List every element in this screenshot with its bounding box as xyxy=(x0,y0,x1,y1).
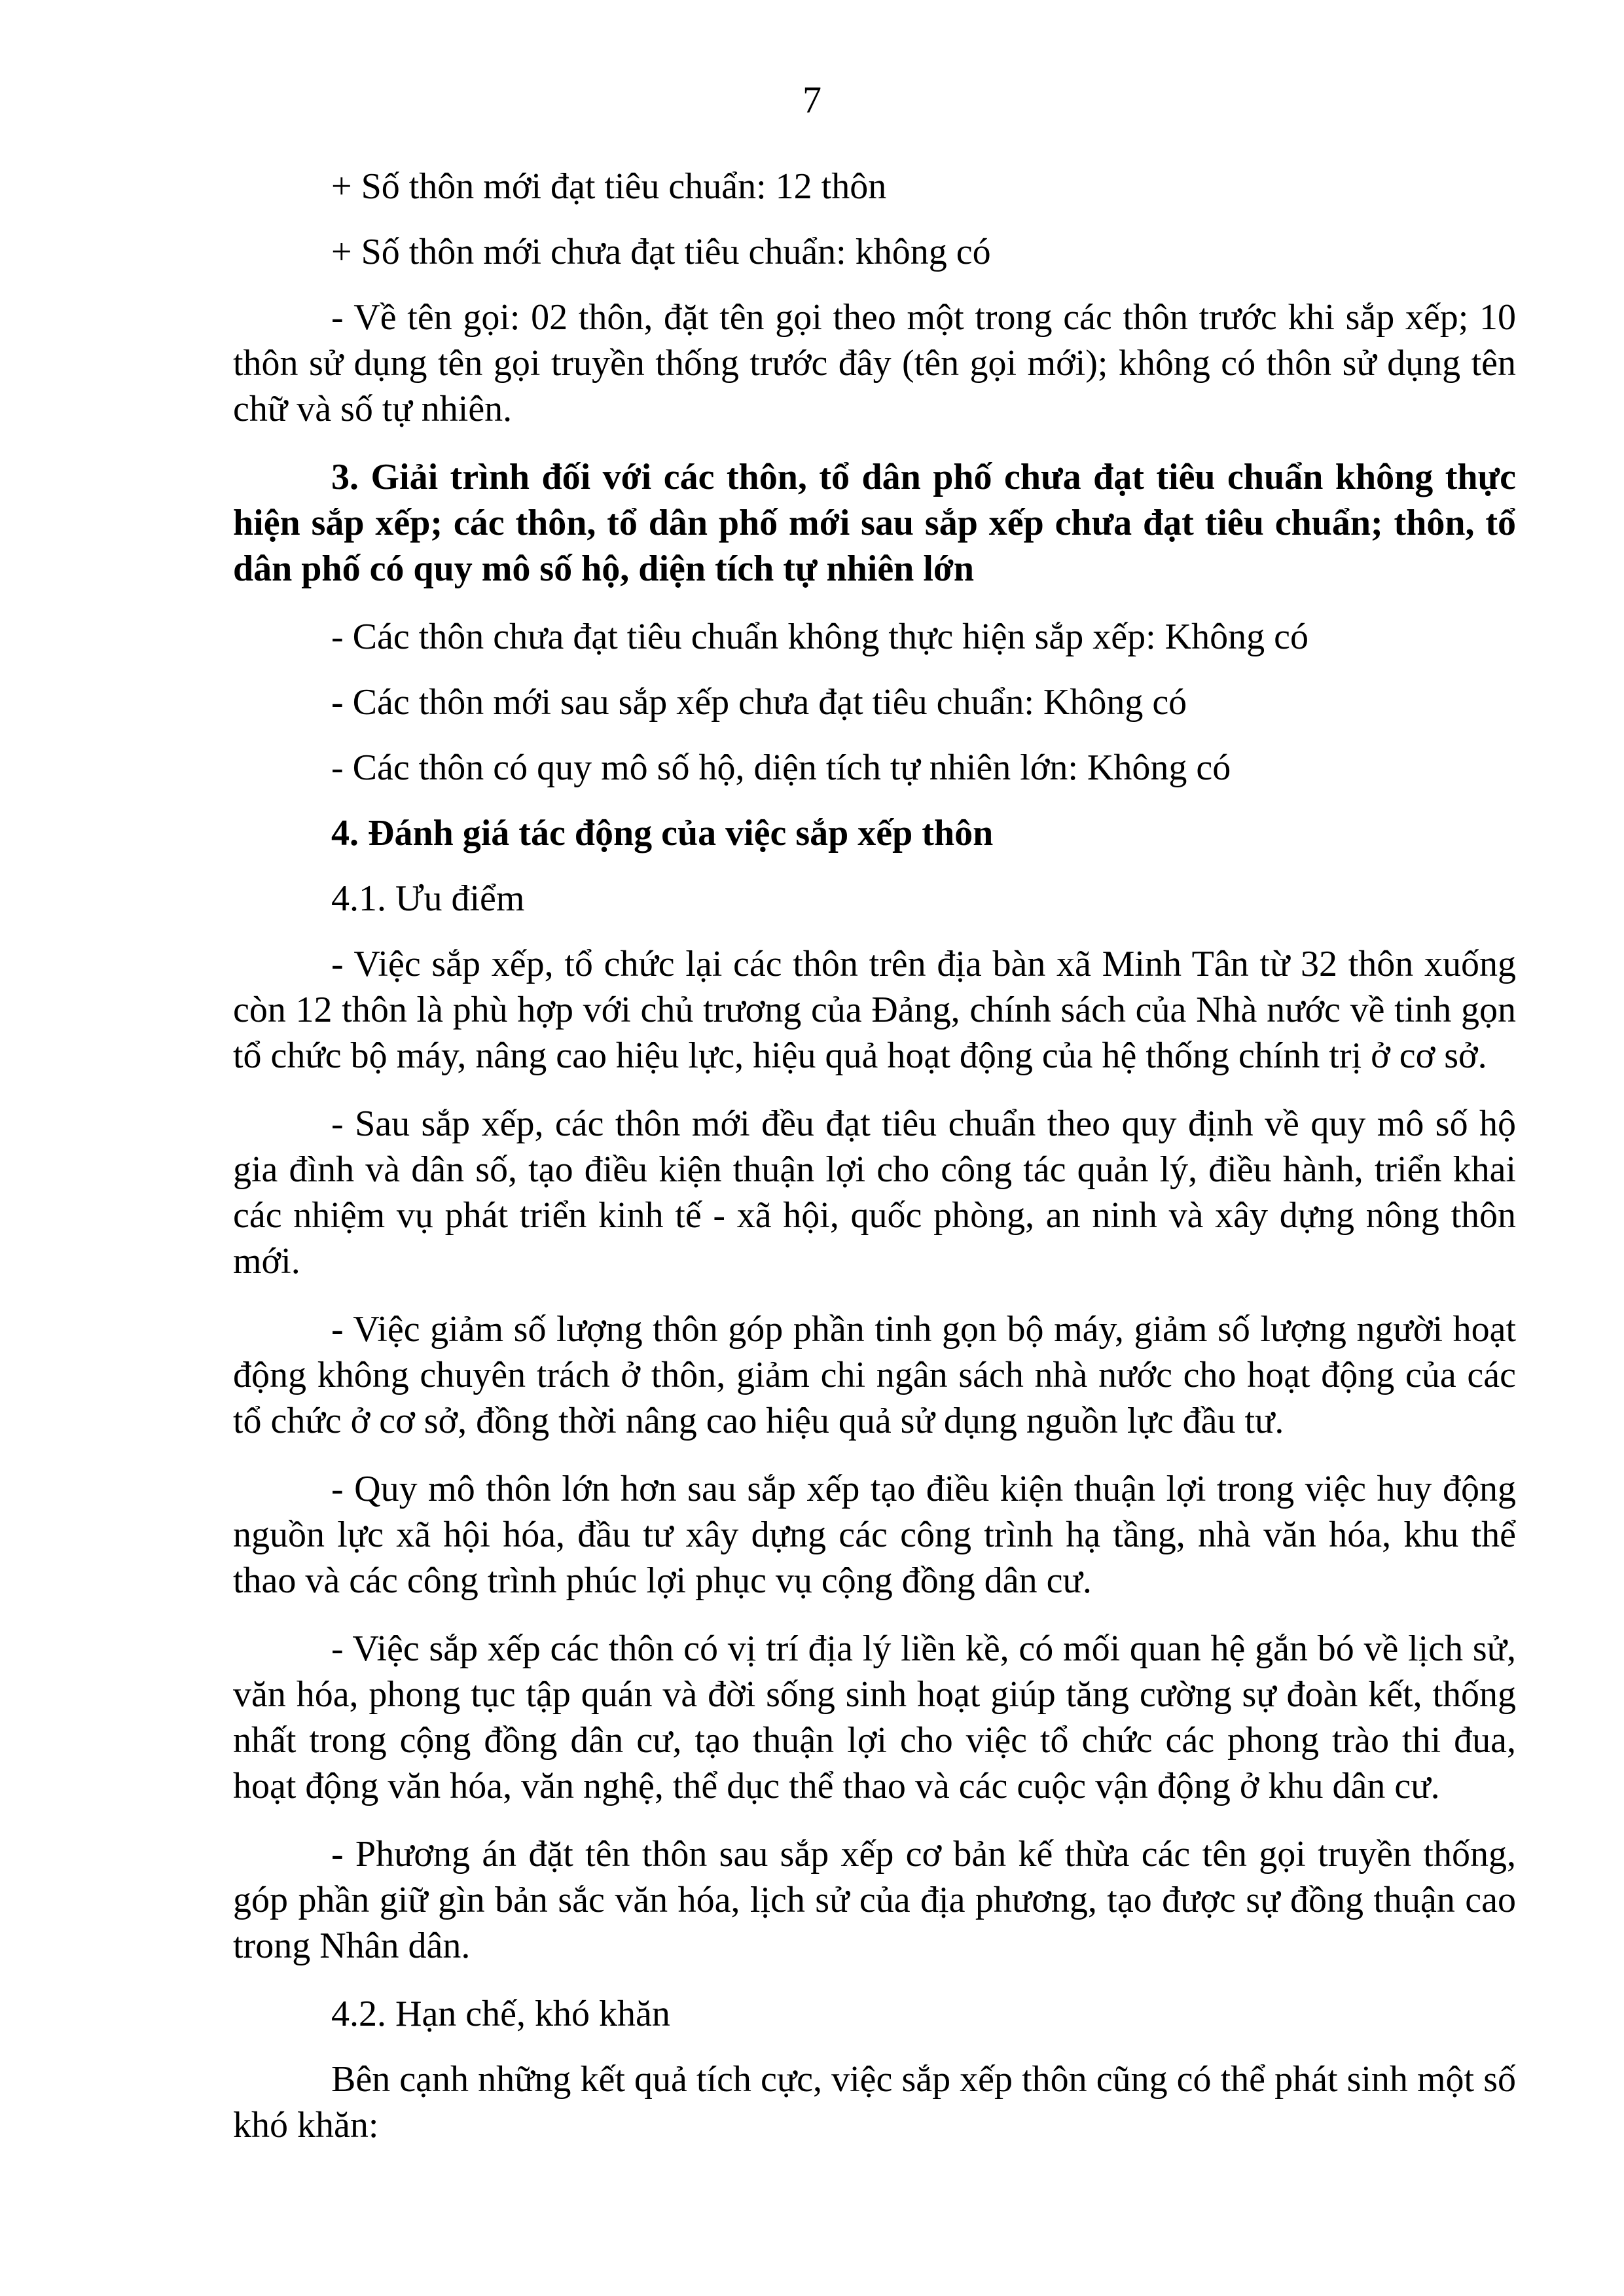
paragraph-advantage-4: - Quy mô thôn lớn hơn sau sắp xếp tạo điều kiện thuận lợi trong việc huy động nguồn lực xã hội hóa, đầu tư xây dựng các công trình hạ tầng, nhà văn hóa, khu thể thao và các công trình phúc lợi phục vụ cộng đồng dân cư. xyxy=(233,1469,1516,1601)
subsection-heading-4-2: 4.2. Hạn chế, khó khăn xyxy=(331,1994,670,2034)
subsection-heading-4-1: 4.1. Ưu điểm xyxy=(331,878,525,919)
paragraph-large-scale: - Các thôn có quy mô số hộ, diện tích tự nhiên lớn: Không có xyxy=(331,747,1231,788)
paragraph-unqualified-not-merged: - Các thôn chưa đạt tiêu chuẩn không thực hiện sắp xếp: Không có xyxy=(331,617,1308,657)
page-number: 7 xyxy=(803,79,821,121)
paragraph-new-villages-qualified: + Số thôn mới đạt tiêu chuẩn: 12 thôn xyxy=(331,166,887,207)
paragraph-new-unqualified: - Các thôn mới sau sắp xếp chưa đạt tiêu chuẩn: Không có xyxy=(331,682,1187,723)
paragraph-naming: - Về tên gọi: 02 thôn, đặt tên gọi theo một trong các thôn trước khi sắp xếp; 10 thôn sử dụng tên gọi truyền thống trước đây (tên gọi mới); không có thôn sử dụng tên chữ và số tự nhiên. xyxy=(233,297,1516,429)
paragraph-advantage-2: - Sau sắp xếp, các thôn mới đều đạt tiêu chuẩn theo quy định về quy mô số hộ gia đình và dân số, tạo điều kiện thuận lợi cho công tác quản lý, điều hành, triển khai các nhiệm vụ phát triển kinh tế - xã hội, quốc phòng, an ninh và xây dựng nông thôn mới. xyxy=(233,1103,1516,1282)
document-body xyxy=(233,164,1516,2148)
paragraph-advantage-1: - Việc sắp xếp, tổ chức lại các thôn trên địa bàn xã Minh Tân từ 32 thôn xuống còn 12 thôn là phù hợp với chủ trương của Đảng, chính sách của Nhà nước về tinh gọn tổ chức bộ máy, nâng cao hiệu lực, hiệu quả hoạt động của hệ thống chính trị ở cơ sở. xyxy=(233,944,1516,1076)
paragraph-new-villages-unqualified: + Số thôn mới chưa đạt tiêu chuẩn: không có xyxy=(331,232,991,272)
section-heading-3: 3. Giải trình đối với các thôn, tổ dân phố chưa đạt tiêu chuẩn không thực hiện sắp xếp; các thôn, tổ dân phố mới sau sắp xếp chưa đạt tiêu chuẩn; thôn, tổ dân phố có quy mô số hộ, diện tích tự nhiên lớn xyxy=(233,457,1516,589)
paragraph-difficulties-intro: Bên cạnh những kết quả tích cực, việc sắp xếp thôn cũng có thể phát sinh một số khó khăn: xyxy=(233,2059,1516,2145)
paragraph-advantage-6: - Phương án đặt tên thôn sau sắp xếp cơ bản kế thừa các tên gọi truyền thống, góp phần giữ gìn bản sắc văn hóa, lịch sử của địa phương, tạo được sự đồng thuận cao trong Nhân dân. xyxy=(233,1834,1516,1966)
paragraph-advantage-3: - Việc giảm số lượng thôn góp phần tinh gọn bộ máy, giảm số lượng người hoạt động không chuyên trách ở thôn, giảm chi ngân sách nhà nước cho hoạt động của các tổ chức ở cơ sở, đồng thời nâng cao hiệu quả sử dụng nguồn lực đầu tư. xyxy=(233,1309,1516,1441)
paragraph-advantage-5: - Việc sắp xếp các thôn có vị trí địa lý liền kề, có mối quan hệ gắn bó về lịch sử, văn hóa, phong tục tập quán và đời sống sinh hoạt giúp tăng cường sự đoàn kết, thống nhất trong cộng đồng dân cư, tạo thuận lợi cho việc tổ chức các phong trào thi đua, hoạt động văn hóa, văn nghệ, thể dục thể thao và các cuộc vận động ở khu dân cư. xyxy=(233,1628,1516,1806)
section-heading-4: 4. Đánh giá tác động của việc sắp xếp thôn xyxy=(331,813,994,853)
